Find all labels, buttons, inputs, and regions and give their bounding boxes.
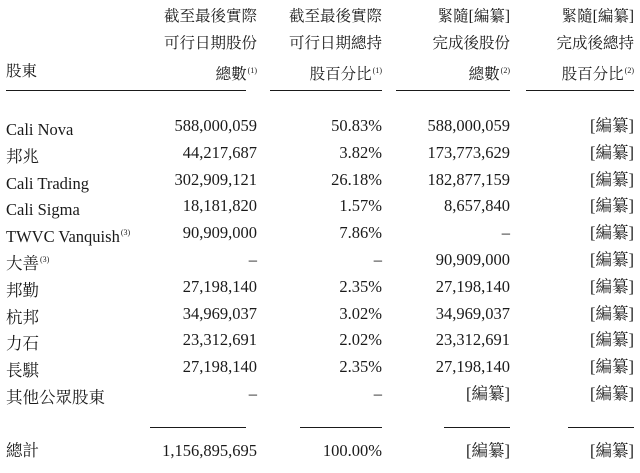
shareholder-table-body: [0, 113, 640, 408]
header-line: 總數: [468, 66, 500, 83]
pct-before: 2.02%: [339, 330, 382, 350]
table-row: [0, 274, 640, 301]
shares-before: 27,198,140: [182, 357, 257, 377]
shares-before: 90,909,000: [182, 223, 257, 243]
shares-after: 27,198,140: [435, 357, 510, 377]
header-line: 截至最後實際: [288, 8, 382, 25]
shareholder-name: 長騏: [6, 361, 39, 381]
header-pct-after: [556, 3, 634, 88]
shares-after: 173,773,629: [427, 142, 510, 162]
total-shares-before: 1,156,895,695: [162, 441, 257, 460]
shares-after: 90,909,000: [435, 249, 510, 269]
pct-before: 7.86%: [339, 223, 382, 243]
shareholder-name: 大善: [6, 253, 39, 273]
table-header: [0, 0, 640, 90]
footnote-ref: (1): [247, 66, 257, 75]
pct-before: 2.35%: [339, 357, 382, 377]
header-line: 股百分比: [561, 66, 624, 83]
header-shares-after: [432, 3, 510, 88]
footnote-ref: (2): [500, 66, 510, 75]
header-line: 截至最後實際: [163, 8, 257, 25]
shares-before: –: [248, 249, 257, 269]
header-line: 總數: [215, 66, 247, 83]
shares-after: 27,198,140: [435, 276, 510, 296]
total-pct-before: 100.00%: [322, 441, 382, 460]
shareholder-name: 邦兆: [6, 146, 39, 166]
footnote-ref: (3): [120, 228, 131, 238]
pct-before: 1.57%: [339, 196, 382, 216]
total-row: [0, 438, 640, 465]
header-rule: [270, 90, 382, 91]
shares-after: 23,312,691: [435, 330, 510, 350]
shares-before: 18,181,820: [182, 196, 257, 216]
table-row: [0, 220, 640, 247]
pct-before: –: [373, 383, 382, 403]
shares-after: [編纂]: [466, 383, 510, 403]
header-line: 完成後總持: [556, 35, 634, 52]
shares-before: 23,312,691: [182, 330, 257, 350]
shares-before: 302,909,121: [174, 169, 257, 189]
header-line: 股百分比: [309, 66, 372, 83]
header-rule: [526, 90, 634, 91]
header-shares-before: [164, 3, 257, 88]
shareholder-name: Cali Nova: [6, 120, 74, 139]
shares-after: 34,969,037: [435, 303, 510, 323]
shares-before: 27,198,140: [182, 276, 257, 296]
pct-after: [編纂]: [590, 196, 634, 216]
table-row: [0, 193, 640, 220]
pct-after: [編纂]: [590, 330, 634, 350]
pct-before: 3.82%: [339, 142, 382, 162]
shareholder-name: 力石: [6, 334, 39, 354]
shares-after: 182,877,159: [427, 169, 510, 189]
pct-after: [編纂]: [590, 169, 634, 189]
table-row: [0, 301, 640, 328]
total-rule: [444, 427, 510, 428]
pct-after: [編纂]: [590, 357, 634, 377]
table-row: [0, 354, 640, 381]
shares-before: 44,217,687: [182, 142, 257, 162]
header-line: 可行日期股份: [163, 35, 257, 52]
pct-before: 50.83%: [331, 116, 382, 135]
shares-after: –: [501, 223, 510, 243]
pct-before: 26.18%: [331, 169, 382, 189]
shares-before: 588,000,059: [174, 116, 257, 135]
header-pct-before: [289, 3, 382, 88]
shareholder-name: 邦勤: [6, 280, 39, 300]
total-pct-after: [編纂]: [590, 441, 634, 460]
pct-after: [編纂]: [590, 249, 634, 269]
shares-before: 34,969,037: [182, 303, 257, 323]
pct-after: [編纂]: [590, 116, 634, 135]
table-row: [0, 381, 640, 408]
table-row: [0, 113, 640, 140]
shareholder-name: 杭邦: [6, 307, 39, 327]
pct-after: [編纂]: [590, 142, 634, 162]
header-line: 緊隨[編纂]: [437, 8, 510, 25]
total-label: 總計: [6, 441, 39, 460]
total-rule: [150, 427, 246, 428]
pct-after: [編纂]: [590, 303, 634, 323]
pct-before: 3.02%: [339, 303, 382, 323]
pct-before: 2.35%: [339, 276, 382, 296]
shareholder-name: TWVC Vanquish: [6, 227, 120, 247]
total-rule: [300, 427, 382, 428]
pct-after: [編纂]: [590, 223, 634, 243]
header-rule: [396, 90, 510, 91]
total-shares-after: [編纂]: [466, 441, 510, 460]
table-row: [0, 167, 640, 194]
table-row: [0, 327, 640, 354]
pct-before: –: [373, 249, 382, 269]
table-row: [0, 140, 640, 167]
pct-after: [編纂]: [590, 276, 634, 296]
header-rule: [6, 90, 246, 91]
footnote-ref: (2): [624, 66, 634, 75]
shares-after: 588,000,059: [427, 116, 510, 135]
shareholder-name: Cali Trading: [6, 173, 89, 193]
shareholder-column-label: 股東: [6, 63, 38, 80]
header-line: 緊隨[編纂]: [561, 8, 634, 25]
header-line: 可行日期總持: [288, 35, 382, 52]
pct-after: [編纂]: [590, 383, 634, 403]
total-rule: [568, 427, 634, 428]
shares-after: 8,657,840: [444, 196, 510, 216]
shares-before: –: [248, 383, 257, 403]
table-row: [0, 247, 640, 274]
header-line: 完成後股份: [432, 35, 510, 52]
footnote-ref: (1): [372, 66, 382, 75]
footnote-ref: (3): [40, 254, 50, 264]
shareholder-name: Cali Sigma: [6, 200, 80, 220]
shareholder-name: 其他公眾股東: [6, 387, 105, 407]
